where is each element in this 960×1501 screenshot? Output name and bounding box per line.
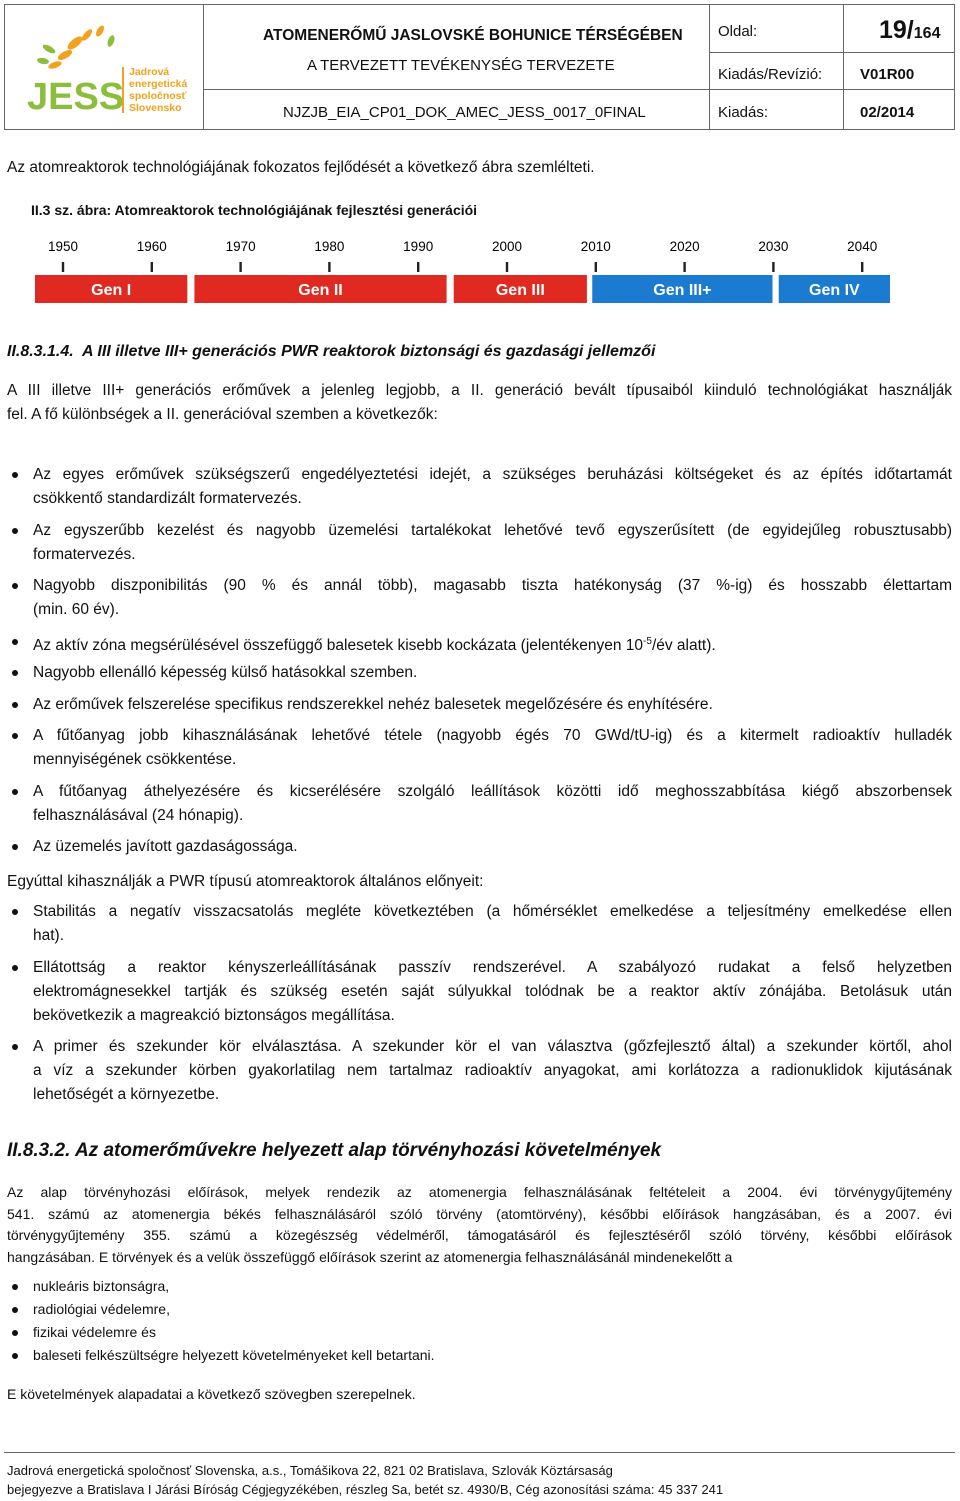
bullet-icon — [12, 472, 18, 478]
year-tick — [506, 262, 508, 272]
list-item — [33, 463, 952, 511]
year-label: 1980 — [314, 239, 345, 254]
list-item-line: Az egyszerűbb kezelést és nagyobb üzemelési tartalékokat lehetővé tevő egyszerűsített (de egyidejűleg robusztusabb) — [33, 521, 952, 539]
list-item — [33, 1035, 952, 1107]
section-heading-1 — [7, 343, 655, 361]
revision-label: Kiadás/Revízió: — [718, 66, 823, 83]
list-item-line: Stabilitás a negatív visszacsatolás megléte következtében (a hőmérséklet emelkedése a teljesítmény emelkedése ellen — [33, 903, 952, 920]
section-title-2: Az atomerőművekre helyezett alap törvényhozási követelmények — [74, 1140, 662, 1161]
list-item-line: Az egyes erőművek szükségszerű engedélyeztetési idejét, a szükséges beruházási költségeket és az építés időtartamát — [33, 466, 952, 483]
year-label: 1990 — [403, 239, 434, 254]
list-item-line: radiológiai védelemre, — [33, 1301, 170, 1317]
list-item-line: baleseti felkészültségre helyezett követelményeket kell betartani. — [33, 1347, 435, 1363]
list-item-line: Ellátottság a reaktor kényszerleállításának passzív rendszerével. A szabályozó rudakat a felső helyzetben — [33, 958, 952, 976]
paragraph-line: 541. számú az atomenergia békés felhasználásáról szóló törvény (atomtörvény), későbbi előírások hangzásában, és a 2007. évi — [7, 1205, 952, 1222]
section2-paragraph — [7, 1182, 952, 1269]
bullet-icon — [12, 965, 18, 971]
page-label: Oldal: — [718, 23, 758, 40]
intro-text: Az atomreaktorok technológiájának fokozatos fejlődését a következő ábra szemlélteti. — [7, 159, 595, 176]
jess-logo-graphic — [5, 5, 203, 129]
section1-paragraph — [7, 379, 952, 427]
logo-sub-1: Jadrová — [129, 66, 170, 78]
year-label: 2030 — [758, 239, 789, 254]
bullet-icon — [12, 528, 18, 534]
figure-caption: II.3 sz. ábra: Atomreaktorok technológiájának fejlesztési generációi — [31, 202, 478, 218]
bullet-icon — [12, 789, 18, 795]
generation-label: Gen I — [91, 282, 132, 299]
svg-text:Jadrová energetická — [129, 66, 190, 114]
bullet-icon — [12, 1330, 18, 1336]
list-item-line: mennyiségének csökkentése. — [33, 751, 237, 768]
paragraph-line: A III illetve III+ generációs erőművek a jelenleg legjobb, a II. generáció bevált típusaiból kiinduló technológiákat használják — [7, 382, 952, 399]
year-tick — [239, 262, 241, 272]
header-subtitle: A TERVEZETT TEVÉKENYSÉG TERVEZETE — [307, 57, 615, 74]
list-item — [33, 661, 952, 685]
list-item-line: lehetőségét a környezetbe. — [33, 1086, 220, 1103]
bullet-icon — [12, 1307, 18, 1313]
year-tick — [328, 262, 330, 272]
pwr-intro: Egyúttal kihasználják a PWR típusú atomreaktorok általános előnyeit: — [7, 873, 484, 890]
year-label: 1960 — [136, 239, 167, 254]
list-item-line: Az erőművek felszerelése specifikus rendszerekkel nehéz balesetek megelőzésére és enyhítésére. — [33, 695, 713, 713]
year-tick — [151, 262, 153, 272]
list-item-line: elektromágnesekkel tartják és szükség esetén saját súlyukkal tolódnak be a reaktor aktív zónájába. Betolásuk után — [33, 982, 952, 1000]
issue-label: Kiadás: — [718, 104, 769, 121]
list-item-line: Az aktív zóna megsérülésével összefüggő balesetek kisebb kockázata (jelentékenyen $10^{-5}/év$ alatt). — [33, 635, 716, 654]
generation-label: Gen II — [298, 282, 343, 299]
year-label: 2020 — [669, 239, 700, 254]
year-tick — [62, 262, 64, 272]
doc-id: NJZJB_EIA_CP01_DOK_AMEC_JESS_0017_0FINAL — [283, 104, 646, 121]
document-header — [4, 4, 955, 130]
year-tick — [683, 262, 685, 272]
year-label: 1950 — [47, 239, 79, 254]
year-tick — [417, 262, 419, 272]
revision-value: V01R00 — [860, 66, 915, 83]
year-label: 2040 — [847, 239, 878, 254]
footer-line-2: bejegyezve a Bratislava I Járási Bíróság Cégjegyzékében, részleg Sa, betét sz. 4930/B, Cég azonosítási száma: 45 337 241 — [7, 1482, 724, 1497]
logo-sub-3: spoločnosť — [129, 90, 187, 102]
generation-label: Gen III — [495, 282, 545, 299]
list-item — [33, 630, 952, 658]
list-item-line: Nagyobb ellenálló képesség külső hatásokkal szemben. — [33, 664, 418, 681]
list-item-line: Nagyobb diszponibilitás (90 % és annál több), magasabb tiszta hatékonyság (37 %-ig) és hosszabb élettartam — [33, 577, 952, 594]
list-item — [33, 693, 952, 717]
list-item — [33, 1322, 952, 1344]
list-item — [33, 900, 952, 948]
closing-text: E követelmények alapadatai a következő szövegben szerepelnek. — [7, 1386, 416, 1402]
list-item-line: nukleáris biztonságra, — [33, 1278, 170, 1294]
paragraph-line: törvénygyűjtemény 355. számú a közegészség védelméről, támogatásáról és fejlesztéséről szóló törvény, későbbi előírások — [7, 1227, 952, 1244]
year-label: 2010 — [580, 239, 611, 254]
section-number-1: II.8.3.1.4. — [7, 343, 74, 360]
year-label: 2000 — [491, 239, 523, 254]
year-tick — [772, 262, 774, 272]
list-item — [33, 1299, 952, 1321]
issue-value: 02/2014 — [860, 104, 915, 121]
list-item-line: formatervezés. — [33, 545, 136, 563]
list-item-line: A fűtőanyag jobb kihasználásának lehetővé tétele (nagyobb égés 70 GWd/tU-ig) és a kitermelt radioaktív hulladék — [33, 727, 952, 744]
footer-rule — [4, 1452, 955, 1453]
generation-label: Gen IV — [809, 282, 860, 299]
bullet-icon — [12, 1044, 18, 1050]
paragraph-line: hangzásában. E törvények és a velük összefüggő előírások szerint az atomenergia felhasználásánál mindenekelőtt a — [7, 1249, 733, 1266]
list-item-line: A fűtőanyag áthelyezésére és kicserélésére szolgáló leállítások közötti idő meghosszabbítása kiégő abszorbensek — [33, 782, 952, 800]
timeline-graphic — [0, 230, 960, 310]
paragraph-line: fel. A fő különbségek a II. generációval szemben a következők: — [7, 406, 438, 423]
bullet-icon — [12, 844, 18, 850]
section-title-1: A III illetve III+ generációs PWR reaktorok biztonsági és gazdasági jellemzői — [82, 343, 656, 360]
header-title: ATOMENERŐMŰ JASLOVSKÉ BOHUNICE TÉRSÉGÉBEN — [263, 27, 683, 44]
list-item-line: A primer és szekunder kör elválasztása. A szekunder kör el van választva (gőzfejlesztő által) a szekunder körtől, ahol — [33, 1038, 952, 1055]
section-number-2: II.8.3.2. — [7, 1140, 71, 1161]
list-item-line: hat). — [33, 927, 65, 944]
list-item — [33, 956, 952, 1028]
bullet-icon — [12, 702, 18, 708]
bullet-icon — [12, 639, 18, 645]
list-item-line: fizikai védelemre és — [33, 1324, 156, 1340]
jess-logo — [5, 5, 203, 129]
generation-timeline — [0, 230, 960, 310]
list-item-line: a víz a szekunder körben gyakorlatilag nem tartalmaz radioaktív anyagokat, ami korlátozza a radionuklidok kijutásának — [33, 1062, 952, 1079]
list-item — [33, 835, 952, 859]
logo-sub-2: energetická — [129, 78, 188, 90]
list-item-line: bekövetkezik a magreakció biztonságos megállítása. — [33, 1006, 395, 1024]
bullet-icon — [12, 909, 18, 915]
logo-wordmark: JESS — [27, 76, 125, 118]
bullet-icon — [12, 733, 18, 739]
bullet-icon — [12, 670, 18, 676]
list-item-line: Az üzemelés javított gazdaságossága. — [33, 838, 298, 855]
bullet-icon — [12, 1353, 18, 1359]
year-tick — [861, 262, 863, 272]
list-item — [33, 574, 952, 622]
list-item — [33, 1345, 952, 1367]
bullet-icon — [12, 1284, 18, 1290]
logo-sub-4: Slovensko — [129, 102, 182, 114]
paragraph-line: Az alap törvényhozási előírások, melyek rendezik az atomenergia felhasználásának feltételeit a 2004. évi törvénygyűjtemény — [7, 1184, 952, 1200]
superscript: -5 — [643, 635, 652, 647]
list-item — [33, 1276, 952, 1298]
bullet-icon — [12, 583, 18, 589]
section-heading-2 — [7, 1140, 661, 1162]
list-item-line: (min. 60 év). — [33, 601, 120, 618]
page-number: 19/164 — [879, 16, 941, 44]
list-item — [33, 780, 952, 828]
list-item — [33, 724, 952, 772]
footer-line-1: Jadrová energetická spoločnosť Slovenska, a.s., Tomášikova 22, 821 02 Bratislava, Szlovák Köztársaság — [7, 1463, 613, 1478]
generation-label: Gen III+ — [653, 282, 712, 299]
year-label: 1970 — [225, 239, 256, 254]
list-item-line: csökkentő standardizált formatervezés. — [33, 490, 302, 507]
list-item-line: felhasználásával (24 hónapig). — [33, 806, 244, 824]
year-tick — [595, 262, 597, 272]
list-item — [33, 519, 952, 567]
